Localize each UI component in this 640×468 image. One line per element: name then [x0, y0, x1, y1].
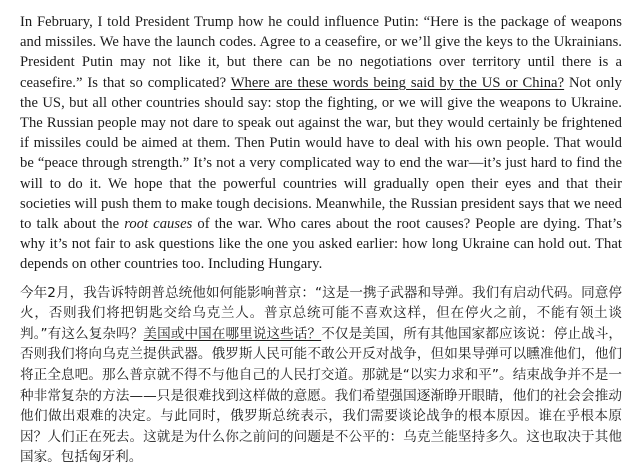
paragraph-chinese [20, 283, 622, 468]
text-run: 。谁在乎根本原因？人们正在死去。这就是为什么你之前问的问题是不公平的：乌克兰能坚持多久。这也取决于其他国家。包括匈牙利。 [20, 408, 623, 466]
emphasis-root-causes-en: root causes [124, 216, 193, 233]
paragraph-english [20, 12, 622, 275]
text-run: 不仅是美国，所有其他国家都应该说：停止战斗，否则我们将向乌克兰提供武器。俄罗斯人民可能不敢公开反对战争，但如果导弹可以矄准他们，他们将正全息吧。那么普京就不得不与他自己的人民打交道。那就是“以实力求和平”。结束战争并不是一种非常复杂的方法——只是很难找到这样做的意愿。我们希望强国逐渐睁开眼睛，他们的社会会推动他们做出艰难的决定。与此同时，俄罗斯总统表示，我们需要谈论战争的 [20, 325, 623, 425]
highlighted-question-en: Where are these words being said by the US or China? [230, 74, 565, 91]
highlighted-question-zh: 美国或中国在哪里说这些话？ [143, 325, 322, 342]
emphasis-root-causes-zh: 根本原因 [468, 408, 525, 425]
text-run: of the war. Who cares about the root causes? People are dying. That’s why it’s not fair to ask questions like the one you asked earlier: how long Ukraine can hold out. That depends on other countries too. Including Hungary. [20, 216, 622, 273]
text-run: Not only the US, but all other countries should say: stop the fighting, or we will give the weapons to Ukraine. The Russian people may not dare to speak out against the war, but they would certainly be frightened if missiles could be aimed at them. Then Putin would have to deal with his own people. That would be “peace through strength.” It’s not a very complicated way to end the war—it’s just hard to find the will to do it. We hope that the powerful countries will gradually open their eyes and that their societies will push them to make tough decisions. Meanwhile, the Russian president says that we need to talk about the [20, 74, 623, 233]
text-run: In February, I told President Trump how he could influence Putin: “Here is the package of weapons and missiles. We have the launch codes. Agree to a ceasefire, or we’ll give the keys to the Ukrainians. President Putin may not like it, but there can be no negotiations over territory until there is a ceasefire.” Is that so complicated? [20, 14, 622, 91]
text-run: 今年2月，我告诉特朗普总统他如何能影响普京：“这是一携子武器和导弹。我们有启动代码。同意停火，否则我们将把钥匙交给乌克兰人。普京总统可能不喜欢这样，但在停火之前，不能有领土谈判。”有这么复杂吗？ [20, 284, 622, 342]
